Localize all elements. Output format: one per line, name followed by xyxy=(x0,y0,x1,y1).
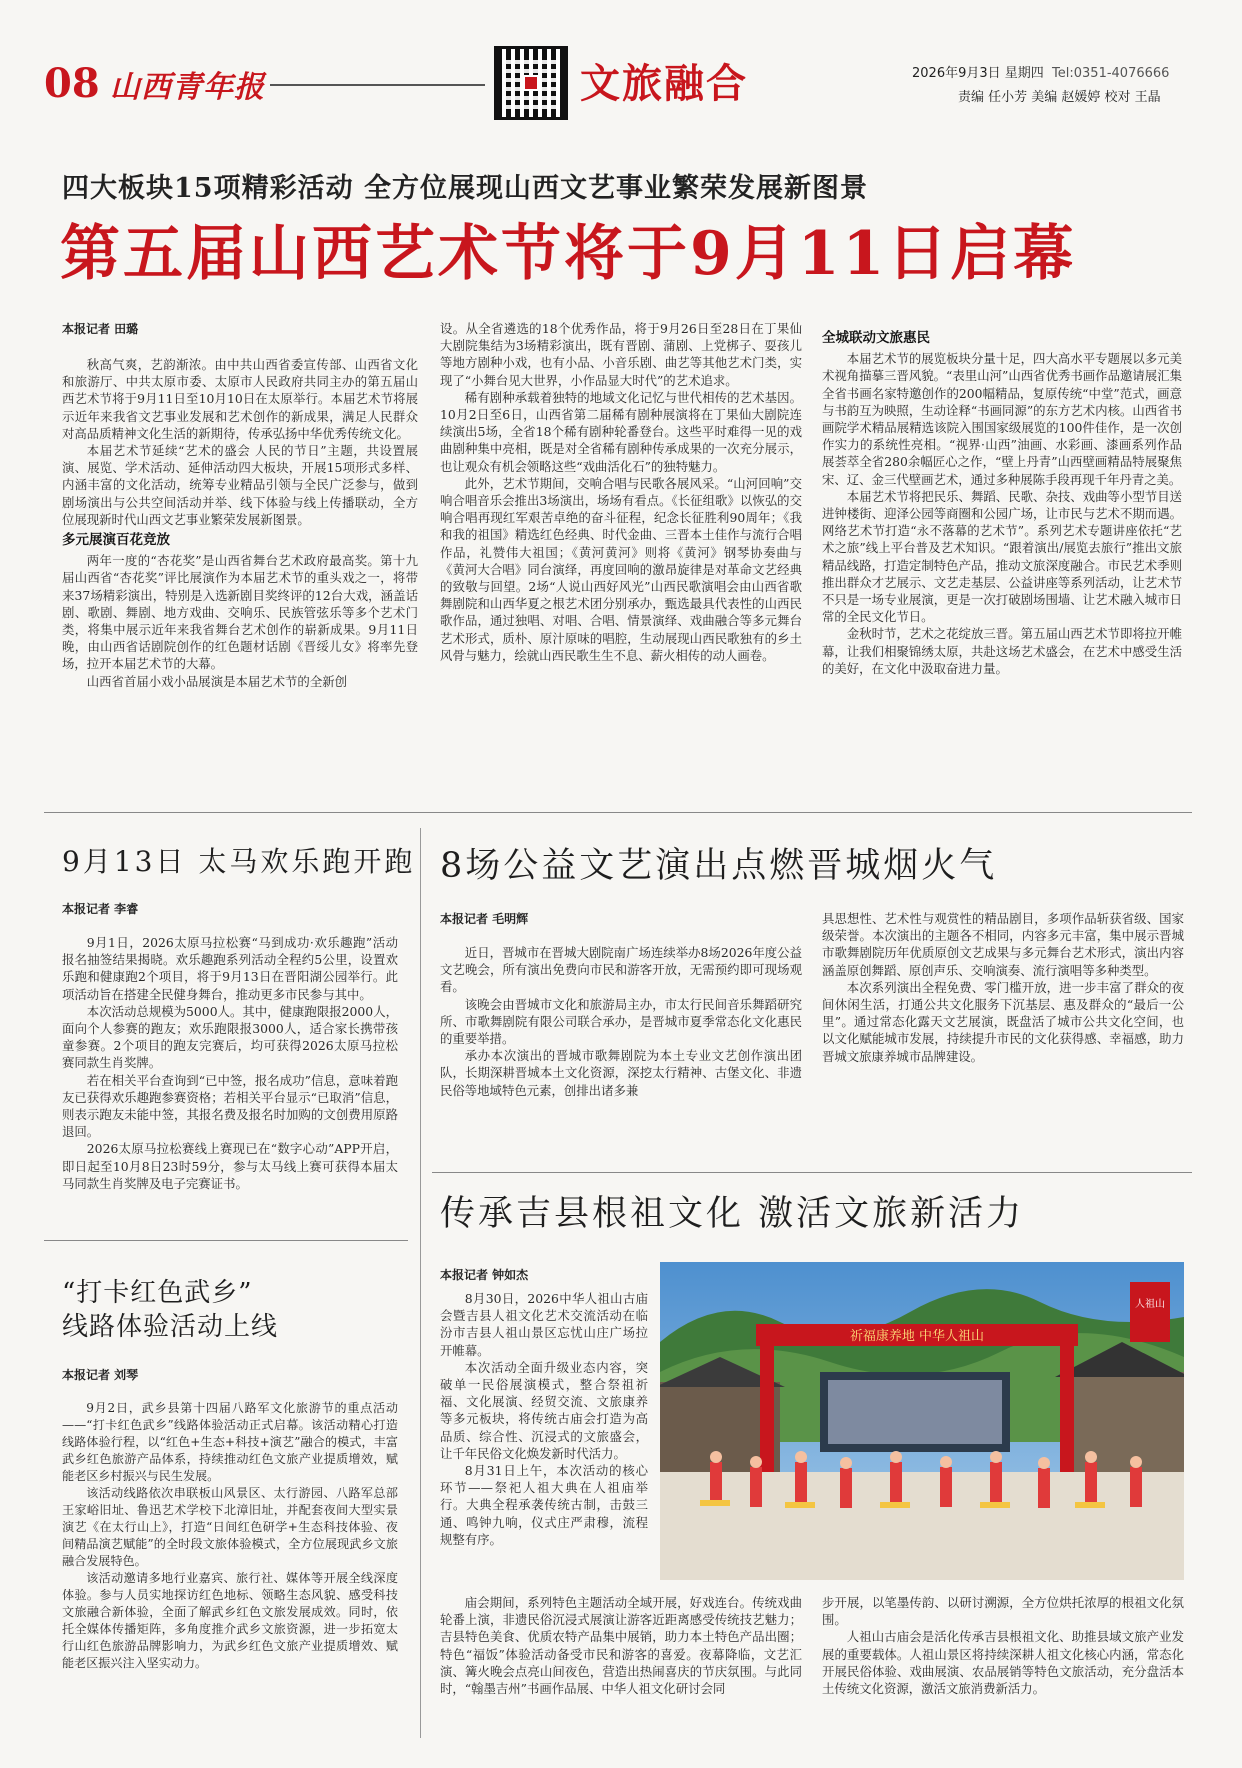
red-headline-line-1: “打卡红色武乡” xyxy=(62,1278,253,1308)
paragraph: 本次活动总规模为5000人。其中，健康跑限报2000人，面向个人参赛的跑友；欢乐跑限报3000人，适合家长携带孩童参赛。2个项目的跑友完赛后，均可获得2026太原马拉松赛同款生肖奖牌。 xyxy=(62,1003,398,1071)
jixian-column-2 xyxy=(822,1594,1184,1697)
red-byline: 本报记者 刘琴 xyxy=(62,1368,139,1382)
paragraph: 本次系列演出全程免费、零门槛开放，进一步丰富了群众的夜间休闲生活，打通公共文化服务下沉基层、惠及群众的“最后一公里”。通过常态化露天文艺展演，既盘活了城市公共文化空间，也以文化赋能城市发展，持续提升市民的文化获得感、幸福感，助力晋城文旅康养城市品牌建设。 xyxy=(822,979,1184,1064)
dateline xyxy=(912,62,1169,81)
issue-date: 2026年9月3日 星期四 xyxy=(912,66,1044,81)
paragraph: 2026太原马拉松赛线上赛现已在“数字心动”APP开启，即日起至10月8日23时59分，参与太马线上赛可获得本届太马同款生肖奖牌及电子完赛证书。 xyxy=(62,1141,398,1191)
arch-banner: 祈福康养地 中华人祖山 xyxy=(849,1329,985,1344)
paragraph: 金秋时节，艺术之花绽放三晋。第五届山西艺术节即将拉开帷幕，让我们相聚锦绣太原，共赴这场艺术盛会，在艺术中感受生活的美好，在文化中汲取奋进力量。 xyxy=(822,626,1182,676)
paragraph: 9月2日，武乡县第十四届八路军文化旅游节的重点活动——“打卡红色武乡”线路体验活动正式启幕。该活动精心打造线路体验行程，以“红色+生态+科技+演艺”融合的模式，丰富武乡红色旅游产品体系，持续推动红色文旅产业提质增效，赋能老区乡村振兴与民生发展。 xyxy=(62,1401,398,1483)
run-byline: 本报记者 李睿 xyxy=(62,902,139,916)
paragraph: 两年一度的“杏花奖”是山西省舞台艺术政府最高奖。第十九届山西省“杏花奖”评比展演作为本届艺术节的重头戏之一，将带来37场精彩演出，特别是入选新剧目奖终评的12台大戏，涵盖话剧、歌剧、舞剧、地方戏曲、交响乐、民族管弦乐等多个艺术门类，将集中展示近年来我省舞台艺术创作的崭新成果。9月11日晚，由山西省话剧院创作的红色题材话剧《晋绥儿女》将率先登场，拉开本届艺术节的大幕。 xyxy=(62,553,418,672)
paragraph: 该晚会由晋城市文化和旅游局主办，市太行民间音乐舞蹈研究所、市歌舞剧院有限公司联合承办，是晋城市夏季常态化文化惠民的重要举措。 xyxy=(440,996,802,1047)
paragraph: 人祖山古庙会是活化传承吉县根祖文化、助推县域文旅产业发展的重要载体。人祖山景区将持续深耕人祖文化核心内涵，常态化开展民俗体验、戏曲展演、农品展销等特色文旅活动，充分盘活本土传统文化资源，激活文旅消费新活力。 xyxy=(822,1629,1184,1697)
paragraph: 本届艺术节将把民乐、舞蹈、民歌、杂技、戏曲等小型节目送进钟楼街、迎泽公园等商圈和公园广场，让市民与艺术不期而遇。网络艺术节打造“永不落幕的艺术节”。系列艺术专题讲座依托“艺术之旅”线上平台普及艺术知识。“跟着演出/展览去旅行”推出文旅精品线路，打造定制特色产品，推动文旅深度融合。市民艺术季则推出群众才艺展示、文艺走基层、公益讲座等系列活动，让艺术节不只是一场专业展演，更是一次打破剧场围墙、让艺术融入城市日常的全民文化节日。 xyxy=(822,488,1182,625)
red-headline-line-2: 线路体验活动上线 xyxy=(62,1312,279,1342)
column-divider xyxy=(420,828,421,1738)
paper-logo: 山西青年报 xyxy=(110,70,265,105)
lead-byline: 本报记者 田璐 xyxy=(62,322,139,336)
perf-byline: 本报记者 毛明辉 xyxy=(440,912,529,926)
red-body xyxy=(62,1400,398,1672)
paragraph: 本次活动全面升级业态内容，突破单一民俗展演模式，整合祭祖祈福、文化展演、经贸交流、文旅康养等多元板块，将传统古庙会打造为高品质、综合性、沉浸式的文旅盛会，让千年民俗文化焕发新时代活力。 xyxy=(440,1359,648,1461)
paragraph: 设。从全省遴选的18个优秀作品，将于9月26日至28日在丁果仙大剧院集结为3场精彩演出，既有晋剧、蒲剧、上党梆子、耍孩儿等地方剧种小戏，也有小品、小音乐剧、曲艺等其他艺术门类，实现了“小舞台见大世界，小作品显大时代”的艺术追求。 xyxy=(440,321,802,388)
paragraph: 8月30日，2026中华人祖山古庙会暨吉县人祖文化艺术交流活动在临汾市吉县人祖山景区忘忧山庄广场拉开帷幕。 xyxy=(440,1291,648,1358)
paragraph: 本届艺术节延续“艺术的盛会 人民的节日”主题，共设置展演、展览、学术活动、延伸活动四大板块，开展15项形式多样、内涵丰富的文化活动，统筹专业精品引领与全民广泛参与，做到剧场演出与公共空间活动并举、线下体验与线上传播联动，全方位展现新时代山西文艺事业繁荣发展新图景。 xyxy=(62,443,418,527)
lead-subhead-1: 多元展演百花竞放 xyxy=(62,532,170,549)
paragraph: 稀有剧种承载着独特的地域文化记忆与世代相传的艺术基因。10月2日至6日，山西省第二届稀有剧种展演将在丁果仙大剧院连续演出5场，全省18个稀有剧种轮番登台。这些平时难得一见的戏曲剧种集中亮相，既是对全省稀有剧种传承成果的一次充分展示，也让观众有机会领略这些“戏曲活化石”的独特魅力。 xyxy=(440,389,802,474)
qr-code-icon xyxy=(494,46,568,120)
perf-headline: 8场公益文艺演出点燃晋城烟火气 xyxy=(440,846,998,886)
paragraph: 承办本次演出的晋城市歌舞剧院为本土专业文艺创作演出团队，长期深耕晋城本土文化资源，深挖太行精神、古堡文化、非遗民俗等地域特色元素，创排出诸多兼 xyxy=(440,1048,802,1098)
red-headline xyxy=(62,1276,402,1344)
editor-credits: 责编 任小芳 美编 赵媛婷 校对 王晶 xyxy=(958,90,1161,105)
lead-column-2 xyxy=(440,320,802,664)
paragraph: 具思想性、艺术性与观赏性的精品剧目，多项作品斩获省级、国家级荣誉。本次演出的主题各不相同，内容多元丰富，集中展示晋城市歌舞剧院历年优质原创文艺成果与多元舞台艺术形式，演出内容涵盖原创舞蹈、原创声乐、交响演奏、流行演唱等多种类型。 xyxy=(822,911,1184,978)
paragraph: 该活动线路依次串联板山风景区、太行游园、八路军总部王家峪旧址、鲁迅艺术学校下北漳旧址，并配套夜间大型实景演艺《在太行山上》，打造“日间红色研学+生态科技体验、夜间精品演艺赋能”的全时段文旅体验模式，全方位展现武乡文旅融合发展特色。 xyxy=(62,1486,398,1568)
page-number: 08 xyxy=(44,60,100,107)
section-divider xyxy=(44,1240,408,1241)
paragraph: 近日，晋城市在晋城大剧院南广场连续举办8场2026年度公益文艺晚会，所有演出免费向市民和游客开放，无需预约即可现场观看。 xyxy=(440,945,802,995)
section-divider xyxy=(432,1172,1192,1173)
paragraph: 9月1日，2026太原马拉松赛“马到成功·欢乐趣跑”活动报名抽签结果揭晓。欢乐趣跑系列活动全程约5公里，设置欢乐跑和健康跑2个项目，将于9月13日在晋阳湖公园举行。此项活动旨在搭建全民健身舞台，推动更多市民参与其中。 xyxy=(62,935,398,1002)
paragraph: 8月31日上午，本次活动的核心环节——祭祀人祖大典在人祖庙举行。大典全程承袭传统古制，击鼓三通、鸣钟九响，仪式庄严肃穆，流程规整有序。 xyxy=(440,1463,648,1547)
temple-fair-photo xyxy=(660,1262,1184,1580)
lead-column-1 xyxy=(62,356,418,690)
run-headline: 9月13日 太马欢乐跑开跑 xyxy=(62,845,416,878)
perf-column-2 xyxy=(822,910,1184,1065)
masthead-divider-left xyxy=(270,84,485,86)
jixian-column-1b xyxy=(440,1594,802,1697)
telephone: Tel:0351-4076666 xyxy=(1052,66,1170,81)
jixian-headline: 传承吉县根祖文化 激活文旅新活力 xyxy=(440,1194,1025,1234)
paragraph: 山西省首届小戏小品展演是本届艺术节的全新创 xyxy=(86,673,347,689)
paragraph: 秋高气爽，艺韵渐浓。由中共山西省委宣传部、山西省文化和旅游厅、中共太原市委、太原市人民政府共同主办的第五届山西艺术节将于9月11日至10月10日在太原举行。本届艺术节将展示近年来我省文艺事业发展和艺术创作的新成果，满足人民群众对高品质精神文化生活的新期待，传承弘扬中华优秀传统文化。 xyxy=(62,357,418,441)
lead-deck: 四大板块15项精彩活动 全方位展现山西文艺事业繁荣发展新图景 xyxy=(62,173,868,204)
paragraph: 该活动邀请多地行业嘉宾、旅行社、媒体等开展全线深度体验。参与人员实地探访红色地标、领略生态风貌、感受科技文旅融合新体验，全面了解武乡红色文旅发展成效。同时，依托全媒体传播矩阵，多角度推介武乡文旅资源，进一步拓宽太行山红色旅游品牌影响力，为武乡红色文旅产业提质增效、赋能老区振兴注入坚实动力。 xyxy=(62,1571,398,1670)
jixian-column-1 xyxy=(440,1290,648,1548)
lead-subhead-2: 全城联动文旅惠民 xyxy=(822,330,930,346)
paragraph: 本届艺术节的展览板块分量十足，四大高水平专题展以多元美术视角描摹三晋风貌。“表里山河”山西省优秀书画作品邀请展汇集全省书画名家特邀创作的200幅精品，复原传统“中堂”范式，画意与书韵互为映照，生动诠释“书画同源”的东方艺术内核。山西省书画院学术精品展精选该院入围国家级展览的100件佳作，是一次创作实力的系统性亮相。“视界·山西”油画、水彩画、漆画系列作品展荟萃全省280余幅匠心之作，“壁上丹青”山西壁画精品特展聚焦宋、辽、金三代壁画艺术，通过多种展陈手段再现千年丹青之美。 xyxy=(822,351,1182,487)
paragraph: 步开展，以笔墨传韵、以研讨溯源，全方位烘托浓厚的根祖文化氛围。 xyxy=(822,1595,1184,1628)
paragraph: 庙会期间，系列特色主题活动全域开展，好戏连台。传统戏曲轮番上演，非遗民俗沉浸式展演让游客近距离感受传统技艺魅力；吉县特色美食、优质农特产品集中展销，助力本土特色产品出圈；特色“福饭”体验活动备受市民和游客的喜爱。夜幕降临，文艺汇演、篝火晚会点亮山间夜色，营造出热闹喜庆的节庆氛围。与此同时，“翰墨吉州”书画作品展、中华人祖文化研讨会同 xyxy=(440,1595,802,1697)
sign-text: 人祖山 xyxy=(1135,1299,1165,1310)
jixian-byline: 本报记者 钟如杰 xyxy=(440,1268,529,1282)
paragraph: 此外，艺术节期间，交响合唱与民歌各展风采。“山河回响”交响合唱音乐会推出3场演出，场场有看点。《长征组歌》以恢弘的交响合唱再现红军艰苦卓绝的奋斗征程，纪念长征胜利90周年；《我和我的祖国》精选红色经典、时代金曲、三晋本土佳作与流行合唱作品，礼赞伟大祖国；《黄河黄河》则将《黄河》钢琴协奏曲与《黄河大合唱》同台演绎，再度回响的激昂旋律是对革命文艺经典的致敬与回望。2场“人说山西好风光”山西民歌演唱会由山西省歌舞剧院和山西华夏之根艺术团分别承办，甄选最具代表性的山西民歌作品，通过独唱、对唱、合唱、情景演绎、戏曲融合等多元舞台艺术形式，质朴、原汁原味的唱腔，生动展现山西民歌独有的乡土风骨与魅力，绘就山西民歌生生不息、薪火相传的动人画卷。 xyxy=(440,475,802,663)
photo-illustration xyxy=(660,1262,1184,1580)
lead-headline: 第五届山西艺术节将于9月11日启幕 xyxy=(60,219,1077,289)
section-title: 文旅融合 xyxy=(580,60,748,107)
run-body xyxy=(62,934,398,1192)
paragraph: 若在相关平台查询到“已中签，报名成功”信息，意味着跑友已获得欢乐趣跑参赛资格；若相关平台显示“已取消”信息，则表示跑友未能中签，其报名费及报名时加购的文创费用原路退回。 xyxy=(62,1072,398,1140)
section-divider xyxy=(44,812,1192,813)
perf-column-1 xyxy=(440,944,802,1099)
lead-column-3 xyxy=(822,326,1182,677)
